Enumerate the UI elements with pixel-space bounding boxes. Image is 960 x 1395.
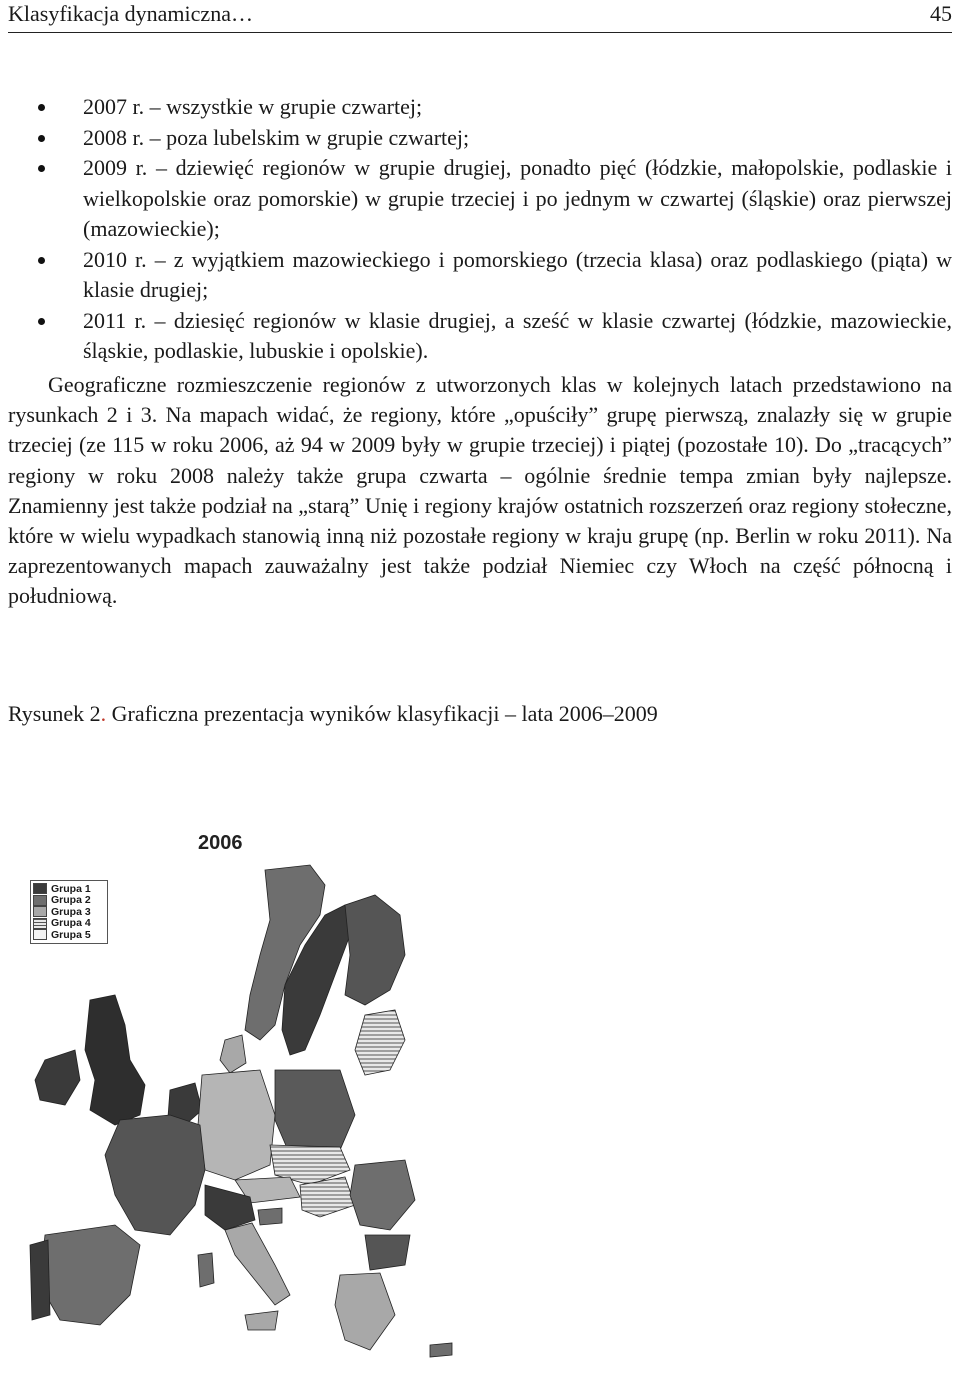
- list-item: 2010 r. – z wyjątkiem mazowieckiego i pomorskiego (trzecia klasa) oraz podlaskiego (piąta) w klasie drugiej;: [0, 245, 960, 306]
- map-region-poland: [275, 1070, 355, 1155]
- legend-swatch: [33, 918, 47, 929]
- legend-item: Grupa 5: [33, 929, 105, 941]
- map-region-portugal: [30, 1240, 50, 1320]
- map-region-uk: [85, 995, 145, 1125]
- map-region-bulgaria: [365, 1235, 410, 1270]
- bullet-icon: [38, 257, 45, 264]
- list-item: 2009 r. – dziewięć regionów w grupie drugiej, ponadto pięć (łódzkie, małopolskie, podlaskie i wielkopolskie oraz pomorskie) w grupie trzeciej i po jednym w czwartej (śląskie) oraz pierwszej (mazowieckie);: [0, 153, 960, 245]
- legend-item: Grupa 2: [33, 895, 105, 907]
- figure-caption: [8, 701, 658, 727]
- list-item: 2008 r. – poza lubelskim w grupie czwartej;: [0, 123, 960, 154]
- list-item: 2007 r. – wszystkie w grupie czwartej;: [0, 92, 960, 123]
- legend-item: Grupa 4: [33, 918, 105, 930]
- map-region-france: [105, 1115, 205, 1235]
- map-region-denmark: [220, 1035, 246, 1073]
- map-region-sardinia: [198, 1253, 214, 1287]
- map-region-spain: [40, 1225, 140, 1325]
- map-region-finland: [345, 895, 405, 1005]
- map-region-italy-south: [225, 1223, 290, 1305]
- caption-text: Graficzna prezentacja wyników klasyfikacji – lata 2006–2009: [106, 701, 658, 726]
- bullet-icon: [38, 135, 45, 142]
- map-region-ireland: [35, 1050, 80, 1105]
- map-legend: [30, 880, 108, 944]
- map-region-baltics: [355, 1010, 405, 1075]
- running-header: [8, 0, 952, 33]
- map-region-germany: [198, 1070, 275, 1180]
- map-region-romania: [350, 1160, 415, 1230]
- legend-swatch: [33, 906, 47, 917]
- page-number: 45: [930, 1, 952, 26]
- map-region-greece: [335, 1273, 395, 1350]
- list-item: 2011 r. – dziesięć regionów w klasie drugiej, a sześć w klasie czwartej (łódzkie, mazowieckie, śląskie, podlaskie, lubuskie i opolskie).: [0, 306, 960, 367]
- bullet-icon: [38, 165, 45, 172]
- bullet-list: [0, 92, 960, 367]
- body-paragraph: Geograficzne rozmieszczenie regionów z utworzonych klas w kolejnych latach przedstawiono na rysunkach 2 i 3. Na mapach widać, że regiony, które „opuściły” grupę pierwszą, znalazły się w grupie trzeciej (ze 115 w roku 2006, aż 94 w 2009 były w grupie trzeciej) i piątej (pozostałe 10). Do „tracących” regiony w roku 2008 należy także grupa czwarta – ogólnie średnie tempa zmian były najlepsze. Znamienny jest także podział na „starą” Unię i regiony krajów ostatnich rozszerzeń oraz regiony stołeczne, które w wielu wypadkach stanowią inną niż pozostałe regiony w kraju grupę (np. Berlin w roku 2011). Na zaprezentowanych mapach zauważalny jest także podział Niemiec czy Włoch na część północną i południową.: [8, 372, 952, 609]
- map-region-sicily: [245, 1311, 278, 1330]
- legend-item: Grupa 1: [33, 883, 105, 895]
- running-title: Klasyfikacja dynamiczna…: [8, 1, 253, 26]
- legend-swatch: [33, 929, 47, 940]
- caption-dot: .: [100, 701, 107, 726]
- legend-swatch: [33, 883, 47, 894]
- bullet-icon: [38, 318, 45, 325]
- legend-swatch: [33, 895, 47, 906]
- bullet-icon: [38, 104, 45, 111]
- map-region-cyprus: [430, 1343, 452, 1357]
- legend-item: Grupa 3: [33, 906, 105, 918]
- map-year-label: 2006: [198, 832, 243, 854]
- map-region-slovenia: [258, 1208, 282, 1225]
- caption-label: Rysunek 2: [8, 701, 101, 726]
